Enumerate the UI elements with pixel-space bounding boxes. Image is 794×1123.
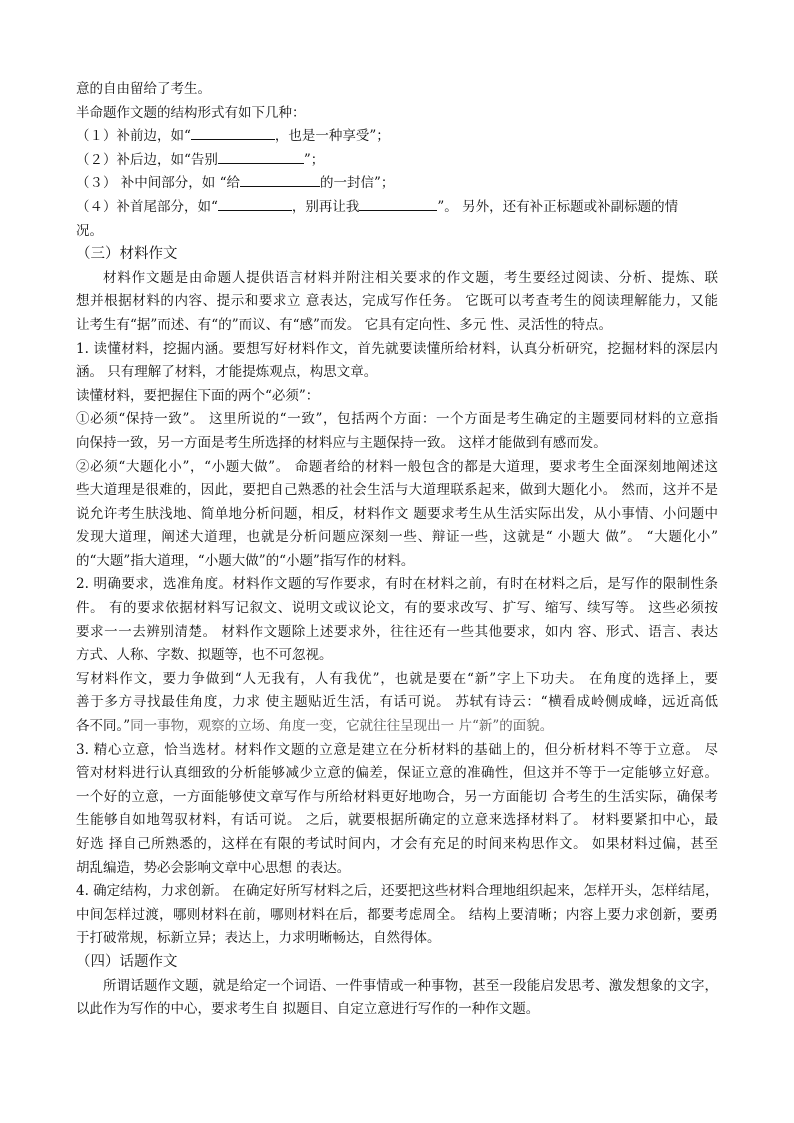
text-line: 写材料作文，要力争做到“人无我有，人有我优”，也就是要在“新”字上下功夫。 在角度的选择上，要 [76,670,718,687]
text-line: 件。 有的要求依据材料写记叙文、说明文或议论文，有的要求改写、扩写、缩写、续写等。 这些必须按 [76,600,718,617]
text-line: 于打破常规，标新立异；表达上，力求明晰畅达，自然得体。 [76,930,441,947]
fill-blank [218,150,304,164]
text-line: 一个好的立意，一方面能够使文章写作与所给材料更好地吻合，另一方面能切 合考生的生活实际，确保考 [76,788,718,805]
text-line: （１）补前边，如“ ，也是一种享受”； [76,128,390,145]
text-line: 读懂材料，要把握住下面的两个“必须”： [76,387,320,404]
text-line: 管对材料进行认真细致的分析能够减少立意的偏差，保证立意的准确性，但这并不等于一定能够立好意。 [76,765,718,782]
text-line: （４）补首尾部分，如“ ，别再让我 ”。 另外，还有补正标题或补副标题的情 [76,198,679,215]
text-line: 的“大题”指大道理，“小题大做”的“小题”指写作的材料。 [76,552,415,569]
text-line: （２）补后边，如“告别 ”； [76,151,325,168]
text-line: 方式、人称、字数、拟题等，也不可忽视。 [76,647,333,664]
section-heading: （四）话题作文 [76,953,178,970]
text-line: 善于多方寻找最佳角度，力求 使主题贴近生活，有话可说。 苏轼有诗云：“横看成岭侧成峰，远近高低 [76,694,718,711]
document-body [76,78,718,1022]
text-line: 好选 择自己所熟悉的，这样在有限的考试时间内，才会有充足的时间来构思作文。 如果材料过偏，甚至 [76,836,718,852]
text-line: 半命题作文题的结构形式有如下几种： [76,104,306,121]
fill-blank [240,173,320,187]
text-line: 意的自由留给了考生。 [76,81,211,97]
text-line: 4. 确定结构，力求创新。 在确定好所写材料之后，还要把这些材料合理地组织起来，怎样开头，怎样结尾， [76,883,718,900]
text-line: 向保持一致，另一方面是考生所选择的材料应与主题保持一致。 这样才能做到有感而发。 [76,434,607,451]
section-heading: （三）材料作文 [76,246,178,263]
text-line: 胡乱编造，势必会影响文章中心思想 的表达。 [76,859,351,876]
text-line: 各不同。”同一事物，观察的立场、角度一变，它就往往呈现出一 片“新”的面貌。 [76,718,554,735]
text-line: ①必须“保持一致”。 这里所说的“一致”，包括两个方面：一个方面是考生确定的主题要同材料的立意指 [76,411,718,428]
text-line: 要求一一去辨别清楚。 材料作文题除上述要求外，往往还有一些其他要求，如内 容、形式、语言、表达 [76,623,718,640]
text-line: （３） 补中间部分，如 “给 的一封信”； [76,175,395,192]
text-line: 以此作为写作的中心，要求考生自 拟题目、自定立意进行写作的一种作文题。 [76,1001,540,1018]
text-line: 1. 读懂材料，挖掘内涵。要想写好材料作文，首先就要读懂所给材料，认真分析研究，挖掘材料的深层内 [76,340,718,357]
text-line: 发现大道理，阐述大道理，也就是分析问题应深刻一些、辩证一些，这就是“ 小题大 做”。 “大题化小” [76,529,718,546]
text-line: 让考生有“据”而述、有“的”而议、有“感”而发。 它具有定向性、多元 性、灵活性的特点。 [76,316,612,333]
fill-blank [218,197,292,211]
fill-blank [359,197,437,211]
text-line: 3. 精心立意，恰当选材。材料作文题的立意是建立在分析材料的基础上的，但分析材料不等于立意。 尽 [76,741,718,758]
text-line: ②必须“大题化小”，“小题大做”。 命题者给的材料一般包含的都是大道理，要求考生全面深刻地阐述这 [76,458,718,475]
text-line: 涵。 只有理解了材料，才能提炼观点，构思文章。 [76,364,378,381]
text-line: 些大道理是很难的，因此，要把自己熟悉的社会生活与大道理联系起来，做到大题化小。 然而，这并不是 [76,482,718,499]
text-line: 况。 [76,222,103,239]
text-line: 生能够自如地驾驭材料，有话可说。 之后，就要根据所确定的立意来选择材料了。 材料要紧扣中心，最 [76,812,718,829]
fill-blank [191,126,275,140]
text-line: 所谓话题作文题，就是给定一个词语、一件事情或一种事物，甚至一段能启发思考、激发想象的文字， [103,977,718,994]
text-line: 材料作文题是由命题人提供语言材料并附注相关要求的作文题，考生要经过阅读、分析、提炼、联 [103,269,718,286]
text-line: 想并根据材料的内容、提示和要求立 意表达，完成写作任务。 它既可以考查考生的阅读理解能力，又能 [76,293,718,310]
text-line: 中间怎样过渡，哪则材料在前，哪则材料在后，都要考虑周全。 结构上要清晰；内容上要力求创新，要勇 [76,906,718,923]
text-line: 说允许考生肤浅地、简单地分析问题，相反，材料作文 题要求考生从生活实际出发，从小事情、小问题中 [76,505,718,522]
text-line: 2. 明确要求，选准角度。材料作文题的写作要求，有时在材料之前，有时在材料之后，是写作的限制性条 [76,576,718,593]
